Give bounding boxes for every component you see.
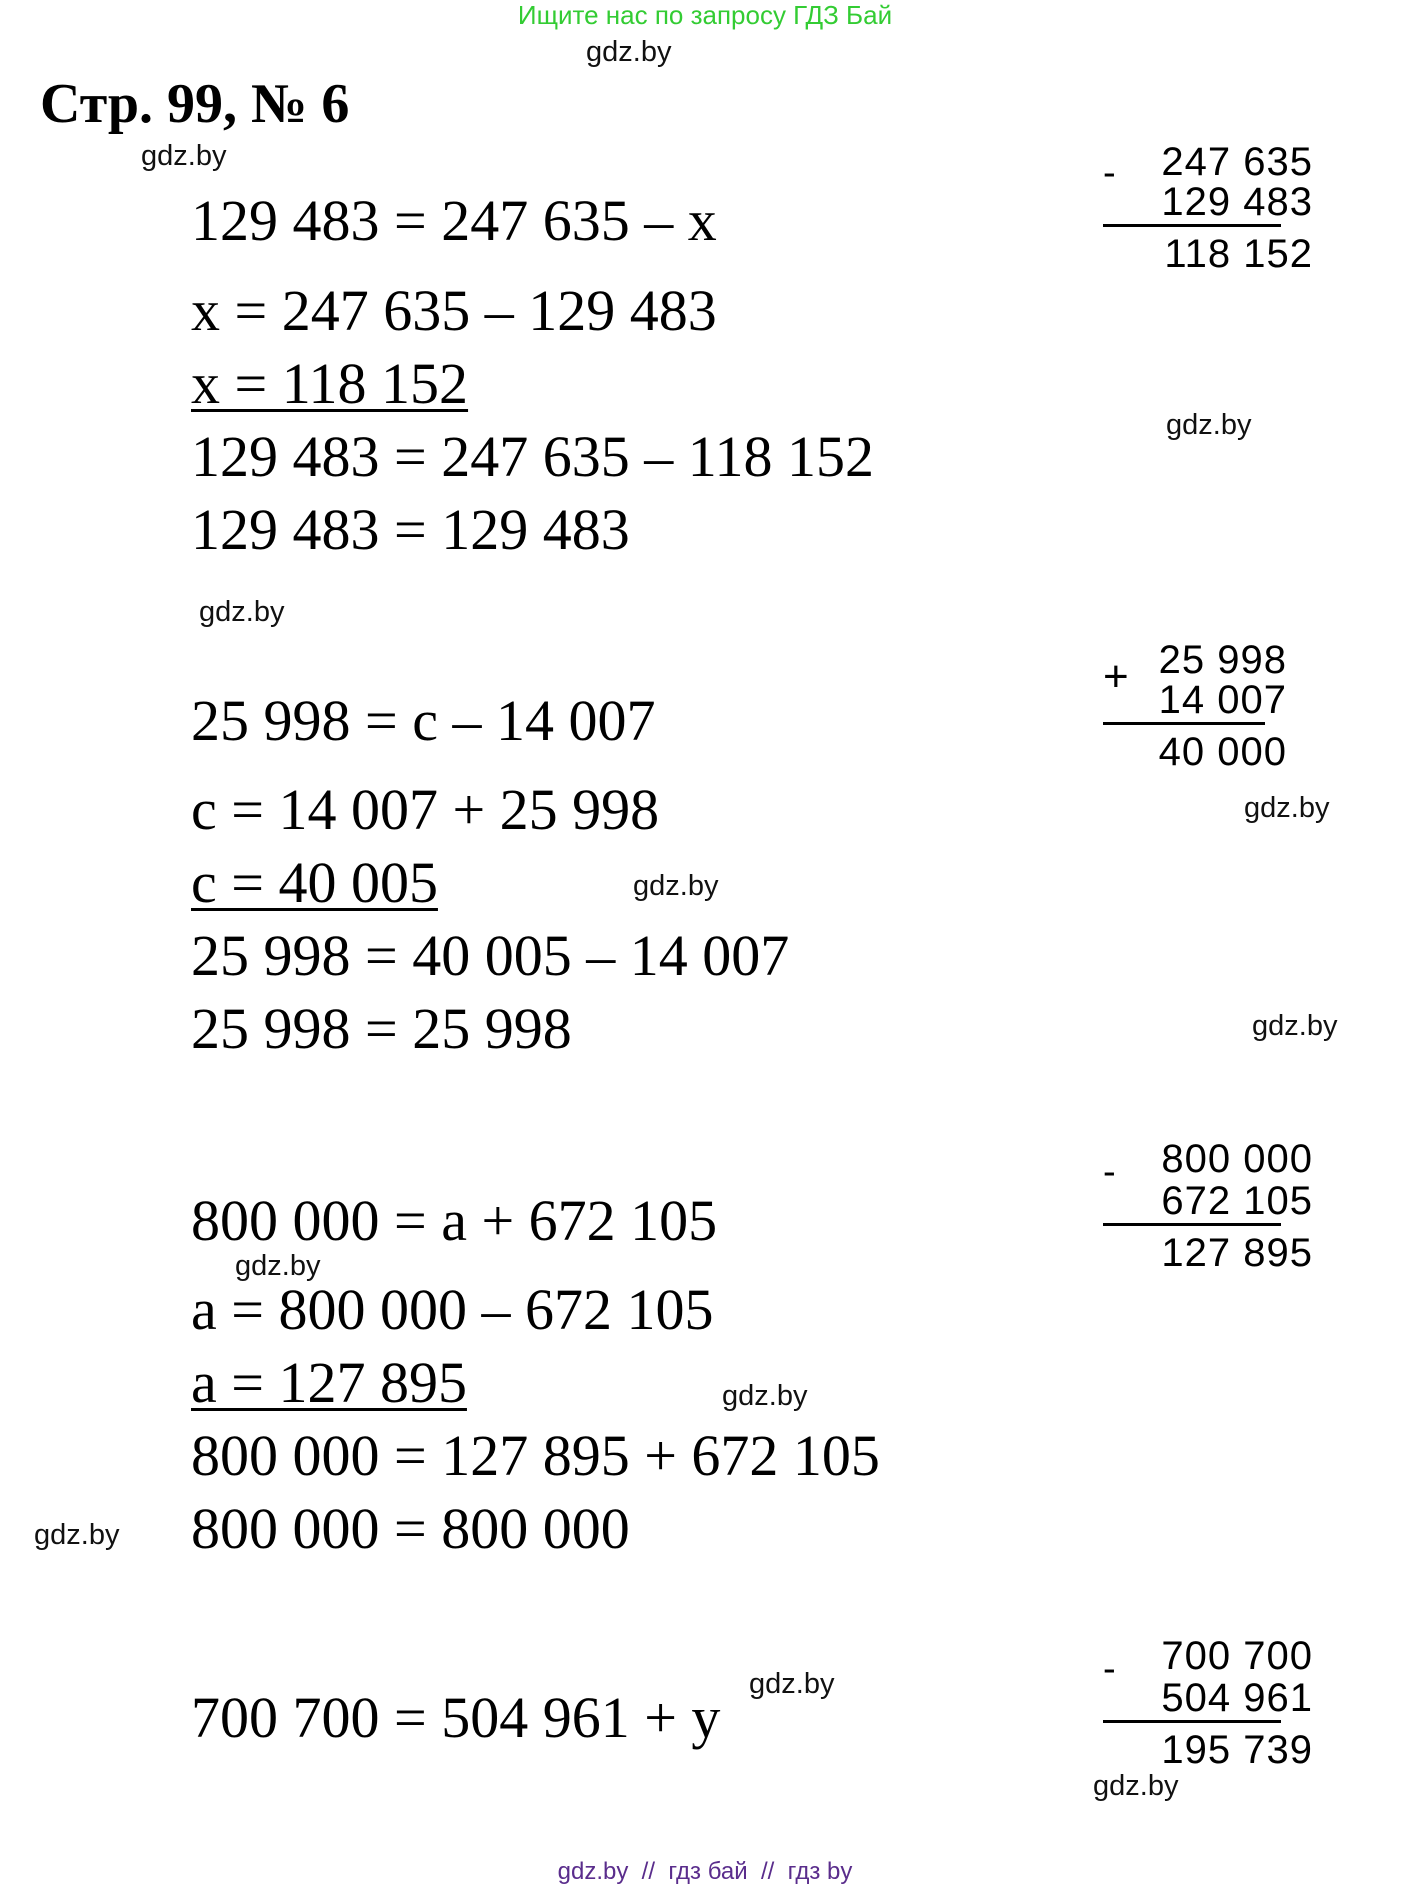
equation-answer: c = 40 005 bbox=[191, 850, 438, 915]
addend-top: 25 998 bbox=[1158, 638, 1287, 682]
column-calculation bbox=[1103, 1634, 1343, 1784]
equation-line: 129 483 = 247 635 – x bbox=[191, 188, 717, 253]
watermark: gdz.by bbox=[1244, 792, 1330, 824]
equation-line: 800 000 = 127 895 + 672 105 bbox=[191, 1423, 880, 1488]
result-line bbox=[1103, 1223, 1281, 1226]
addend-bottom: 14 007 bbox=[1158, 678, 1287, 722]
result-line bbox=[1103, 1720, 1281, 1723]
column-calculation bbox=[1103, 140, 1343, 290]
result: 127 895 bbox=[1161, 1231, 1313, 1275]
result: 195 739 bbox=[1161, 1728, 1313, 1772]
watermark: gdz.by bbox=[1166, 409, 1252, 441]
equation-line: 800 000 = a + 672 105 bbox=[191, 1188, 718, 1253]
watermark: gdz.by bbox=[586, 36, 672, 68]
footer-links: gdz.by // гдз бай // гдз by bbox=[557, 1858, 853, 1885]
result-line bbox=[1103, 722, 1265, 725]
subtrahend: 504 961 bbox=[1161, 1676, 1313, 1720]
watermark: gdz.by bbox=[199, 596, 285, 628]
column-calculation bbox=[1103, 1137, 1343, 1287]
result: 40 000 bbox=[1158, 730, 1287, 774]
column-calculation bbox=[1103, 638, 1343, 788]
minus-sign: - bbox=[1103, 1648, 1116, 1690]
result: 118 152 bbox=[1164, 232, 1313, 276]
equation-line: 700 700 = 504 961 + y bbox=[191, 1685, 721, 1750]
equation-check: 800 000 = 800 000 bbox=[191, 1496, 630, 1561]
watermark: gdz.by bbox=[235, 1250, 321, 1282]
equation-answer: x = 118 152 bbox=[191, 351, 469, 416]
equation-line: 25 998 = 40 005 – 14 007 bbox=[191, 923, 790, 988]
minuend: 800 000 bbox=[1161, 1137, 1313, 1181]
watermark: gdz.by bbox=[141, 140, 227, 172]
page-title: Стр. 99, № 6 bbox=[40, 73, 350, 135]
equation-line: a = 800 000 – 672 105 bbox=[191, 1277, 714, 1342]
top-banner: Ищите нас по запросу ГДЗ Бай bbox=[517, 0, 893, 30]
plus-sign: + bbox=[1103, 652, 1129, 701]
watermark: gdz.by bbox=[34, 1519, 120, 1551]
watermark: gdz.by bbox=[1093, 1770, 1179, 1802]
equation-line: 129 483 = 247 635 – 118 152 bbox=[191, 424, 875, 489]
equation-check: 25 998 = 25 998 bbox=[191, 996, 572, 1061]
minus-sign: - bbox=[1103, 1151, 1116, 1193]
result-line bbox=[1103, 224, 1281, 227]
subtrahend: 672 105 bbox=[1161, 1179, 1313, 1223]
watermark: gdz.by bbox=[722, 1380, 808, 1412]
subtrahend: 129 483 bbox=[1161, 180, 1313, 224]
minuend: 700 700 bbox=[1161, 1634, 1313, 1678]
equation-line: x = 247 635 – 129 483 bbox=[191, 278, 717, 343]
equation-answer: a = 127 895 bbox=[191, 1350, 467, 1415]
minuend: 247 635 bbox=[1161, 140, 1313, 184]
watermark: gdz.by bbox=[749, 1668, 835, 1700]
equation-line: 25 998 = c – 14 007 bbox=[191, 688, 656, 753]
minus-sign: - bbox=[1103, 152, 1116, 194]
equation-line: c = 14 007 + 25 998 bbox=[191, 777, 660, 842]
watermark: gdz.by bbox=[633, 870, 719, 902]
watermark: gdz.by bbox=[1252, 1010, 1338, 1042]
equation-check: 129 483 = 129 483 bbox=[191, 497, 630, 562]
